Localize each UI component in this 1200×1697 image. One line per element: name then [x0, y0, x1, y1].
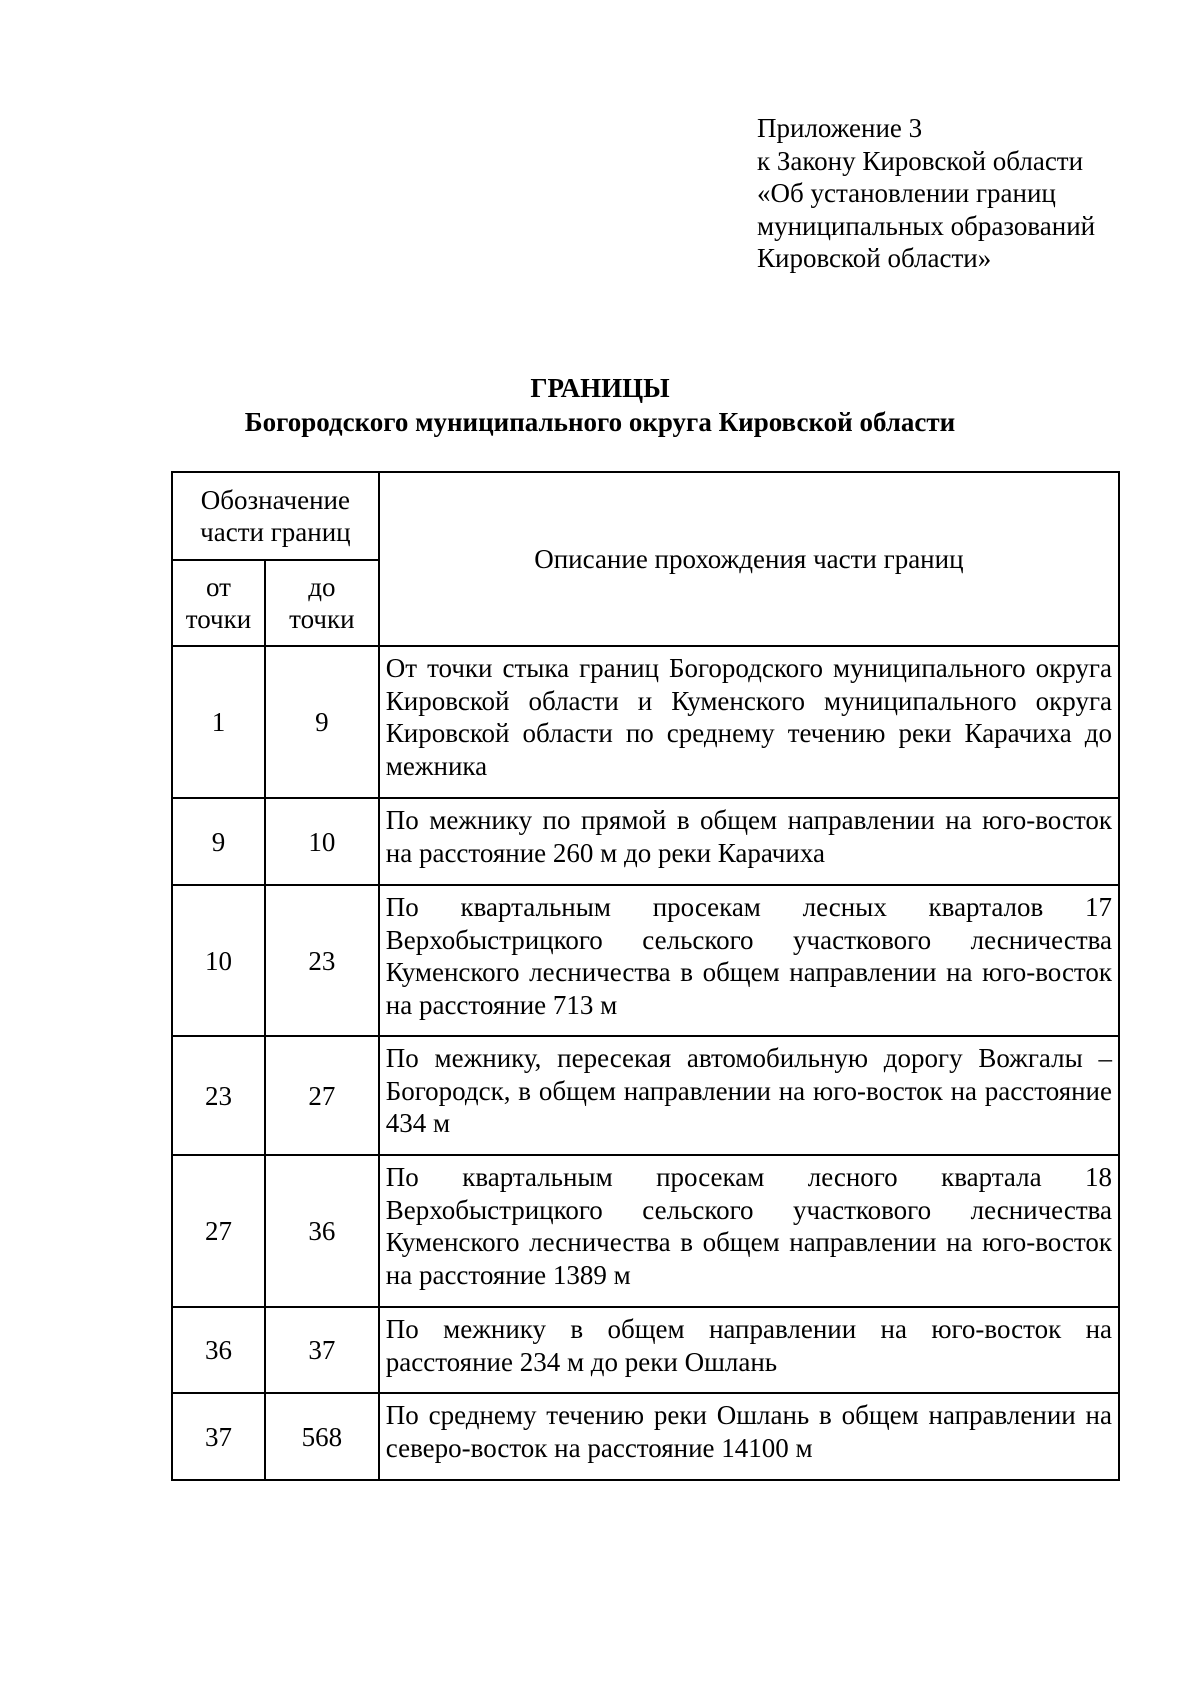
appendix-line: муниципальных образований [757, 210, 1096, 241]
header-from-point: от точки [172, 560, 265, 646]
to-point-cell: 36 [265, 1155, 379, 1307]
table-row [172, 798, 1119, 885]
table-row [172, 1393, 1119, 1480]
from-point-cell: 10 [172, 885, 265, 1036]
description-cell: По межнику по прямой в общем направлении на юго-восток на расстояние 260 м до реки Карачиха [379, 798, 1119, 885]
to-point-cell: 568 [265, 1393, 379, 1480]
description-cell: По квартальным просекам лесных кварталов 17 Верхобыстрицкого сельского участкового лесничества Куменского лесничества в общем направлении на юго-восток на расстояние 713 м [379, 885, 1119, 1036]
description-cell: По межнику, пересекая автомобильную дорогу Вожгалы – Богородск, в общем направлении на юго-восток на расстояние 434 м [379, 1036, 1119, 1155]
from-point-cell: 37 [172, 1393, 265, 1480]
description-cell: От точки стыка границ Богородского муниципального округа Кировской области и Куменского муниципального округа Кировской области по среднему течению реки Карачиха до межника [379, 646, 1119, 798]
table-row [172, 1307, 1119, 1393]
appendix-line: к Закону Кировской области [757, 145, 1084, 176]
description-cell: По межнику в общем направлении на юго-восток на расстояние 234 м до реки Ошлань [379, 1307, 1119, 1393]
to-point-cell: 37 [265, 1307, 379, 1393]
appendix-line: Кировской области» [757, 243, 992, 273]
header-to-point: до точки [265, 560, 379, 646]
document-title [0, 371, 1200, 439]
header-designation: Обозначение части границ [172, 472, 379, 560]
from-point-cell: 36 [172, 1307, 265, 1393]
to-point-cell: 9 [265, 646, 379, 798]
table-row [172, 1036, 1119, 1155]
to-point-cell: 23 [265, 885, 379, 1036]
to-point-cell: 10 [265, 798, 379, 885]
from-point-cell: 1 [172, 646, 265, 798]
header-description: Описание прохождения части границ [379, 472, 1119, 646]
boundaries-table [171, 471, 1120, 1481]
from-point-cell: 27 [172, 1155, 265, 1307]
appendix-note [757, 112, 1095, 275]
appendix-line: «Об установлении границ [757, 178, 1056, 208]
subtitle-line: Богородского муниципального округа Кировской области [244, 407, 956, 437]
from-point-cell: 23 [172, 1036, 265, 1155]
table-row [172, 885, 1119, 1036]
description-cell: По квартальным просекам лесного квартала 18 Верхобыстрицкого сельского участкового лесничества Куменского лесничества в общем направлении на юго-восток на расстояние 1389 м [379, 1155, 1119, 1307]
title-line: ГРАНИЦЫ [530, 373, 670, 403]
table-row [172, 1155, 1119, 1307]
to-point-cell: 27 [265, 1036, 379, 1155]
table-row [172, 646, 1119, 798]
appendix-line: Приложение 3 [757, 113, 923, 143]
description-cell: По среднему течению реки Ошлань в общем направлении на северо-восток на расстояние 14100 м [379, 1393, 1119, 1480]
from-point-cell: 9 [172, 798, 265, 885]
